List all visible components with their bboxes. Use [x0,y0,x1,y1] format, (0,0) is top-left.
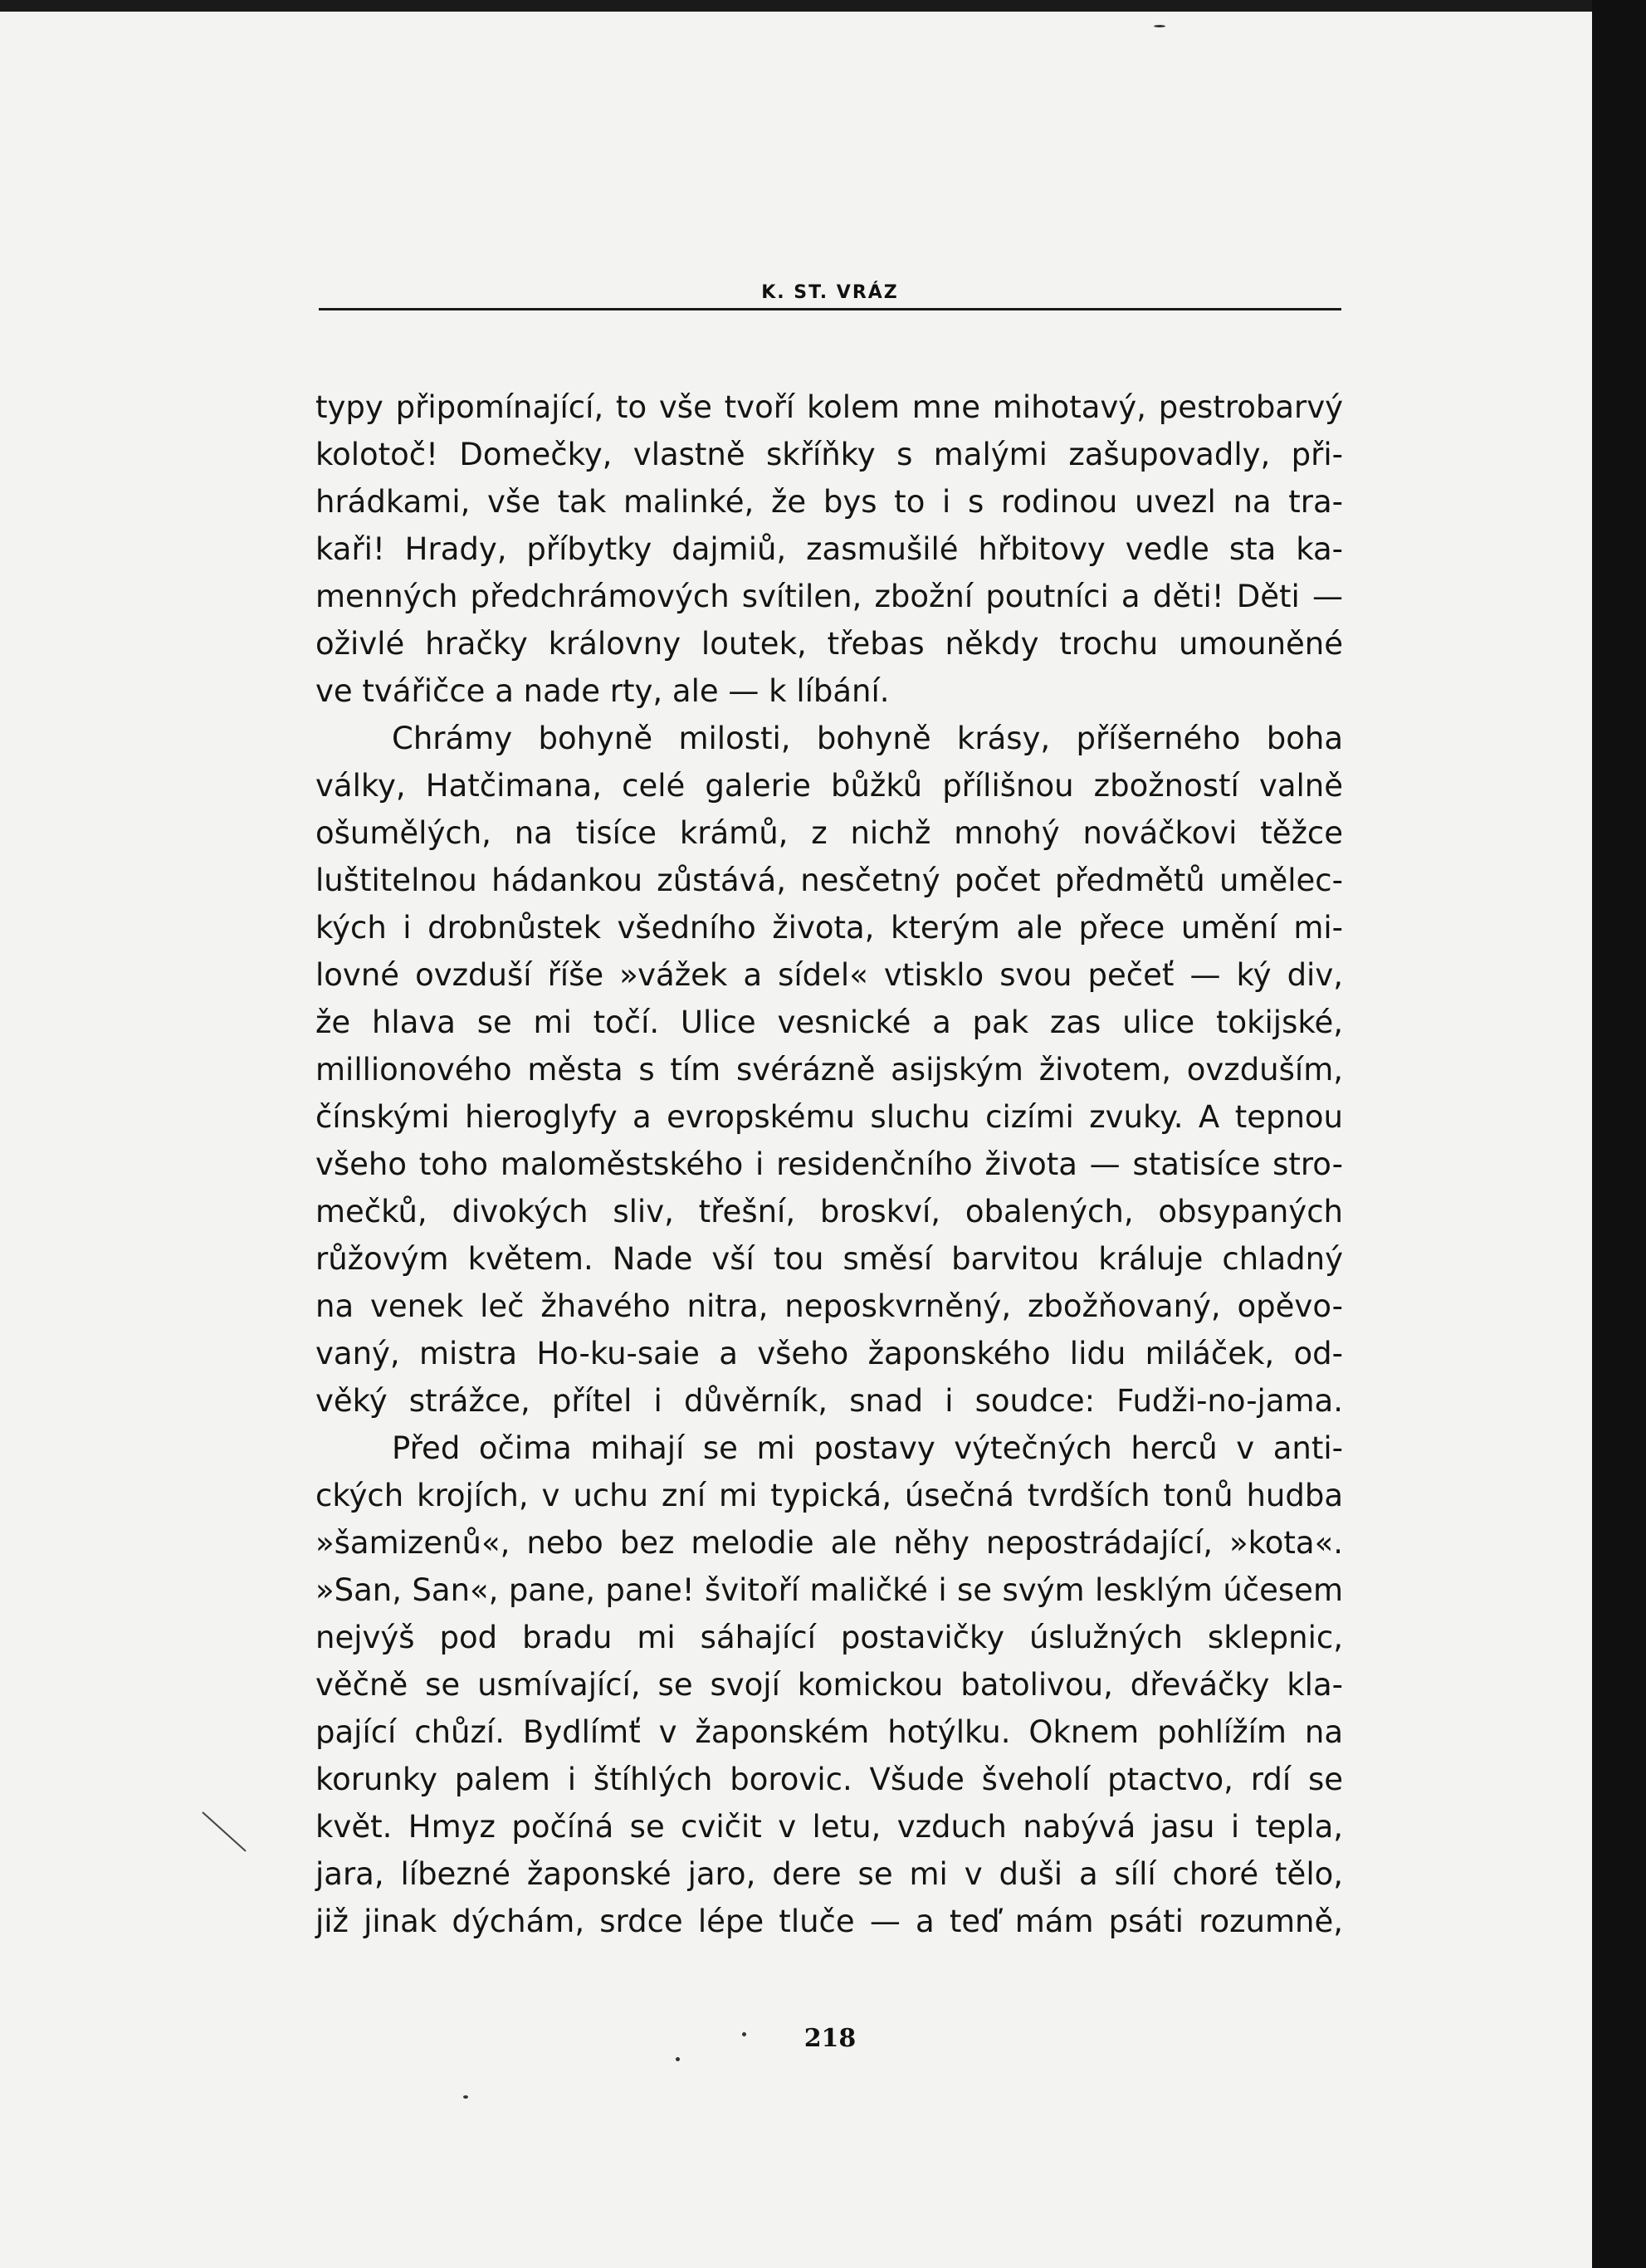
text-line: Před očima mihají se mi postavy výtečných herců v anti- [392,1430,1343,1466]
text-line: všeho toho maloměstského i residenčního života — statisíce stro- [315,1146,1343,1182]
paper-scratch [202,1811,246,1851]
text-line: lovné ovzduší říše »vážek a sídel« vtisklo svou pečeť — ký div, [315,957,1343,993]
text-line: věčně se usmívající, se svojí komickou batolivou, dřeváčky kla- [315,1667,1343,1703]
text-line: kaři! Hrady, příbytky dajmiů, zasmušilé hřbitovy vedle sta ka- [315,531,1343,567]
text-line: Chrámy bohyně milosti, bohyně krásy, příšerného boha [392,721,1343,756]
text-line: jara, líbezné žaponské jaro, dere se mi v duši a sílí choré tělo, [315,1856,1343,1892]
text-line: věký strážce, přítel i důvěrník, snad i soudce: Fudži-no-jama. [315,1383,1343,1419]
text-line: ošumělých, na tisíce krámů, z nichž mnohý nováčkovi těžce [315,815,1343,851]
body-text [315,384,1343,1945]
paper-speck [463,2095,468,2099]
text-line: již jinak dýchám, srdce lépe tluče — a teď mám psáti rozumně, [315,1904,1343,1939]
text-line: kých i drobnůstek všedního života, kterým ale přece umění mi- [315,910,1343,946]
text-line: »šamizenů«, nebo bez melodie ale něhy nepostrádající, »kota«. [315,1525,1343,1561]
text-line: hrádkami, vše tak malinké, že bys to i s rodinou uvezl na tra- [315,484,1343,520]
header-rule [319,308,1341,310]
text-line: že hlava se mi točí. Ulice vesnické a pak zas ulice tokijské, [315,1004,1343,1040]
running-head: K. ST. VRÁZ [761,282,899,303]
text-line: kolotoč! Domečky, vlastně skříňky s malými zašupovadly, při- [315,437,1343,472]
text-line: oživlé hračky královny loutek, třebas někdy trochu umouněné [315,626,1343,662]
paper-speck [1154,25,1165,27]
text-line: millionového města s tím svérázně asijským životem, ovzduším, [315,1052,1343,1088]
paper-speck [676,2057,680,2061]
text-line: války, Hatčimana, celé galerie bůžků přílišnou zbožností valně [315,768,1343,804]
scan-edge [1592,0,1646,2268]
text-line: čínskými hieroglyfy a evropskému sluchu cizími zvuky. A tepnou [315,1099,1343,1135]
text-line: vaný, mistra Ho-ku-saie a všeho žaponského lidu miláček, od- [315,1336,1343,1371]
book-page [0,12,1592,2268]
text-line: typy připomínající, to vše tvoří kolem mne mihotavý, pestrobarvý [315,389,1343,425]
text-line: korunky palem i štíhlých borovic. Všude šveholí ptactvo, rdí se [315,1762,1343,1797]
text-line: ve tvářičce a nade rty, ale — k líbání. [315,673,890,709]
text-line: »San, San«, pane, pane! švitoří maličké i se svým lesklým účesem [315,1572,1343,1608]
text-line: na venek leč žhavého nitra, neposkvrněný, zbožňovaný, opěvo- [315,1288,1343,1324]
text-line: ckých krojích, v uchu zní mi typická, úsečná tvrdších tonů hudba [315,1478,1343,1513]
text-line: mečků, divokých sliv, třešní, broskví, obalených, obsypaných [315,1194,1343,1229]
page-number: 218 [803,2024,857,2053]
paper-speck [742,2032,746,2036]
text-line: luštitelnou hádankou zůstává, nesčetný počet předmětů umělec- [315,863,1343,898]
text-line: menných předchrámových svítilen, zbožní poutníci a děti! Děti — [315,579,1343,614]
text-line: květ. Hmyz počíná se cvičit v letu, vzduch nabývá jasu i tepla, [315,1809,1343,1845]
text-line: pající chůzí. Bydlímť v žaponském hotýlku. Oknem pohlížím na [315,1714,1343,1750]
text-line: růžovým květem. Nade vší tou směsí barvitou králuje chladný [315,1241,1343,1277]
text-line: nejvýš pod bradu mi sáhající postavičky úslužných sklepnic, [315,1620,1343,1655]
